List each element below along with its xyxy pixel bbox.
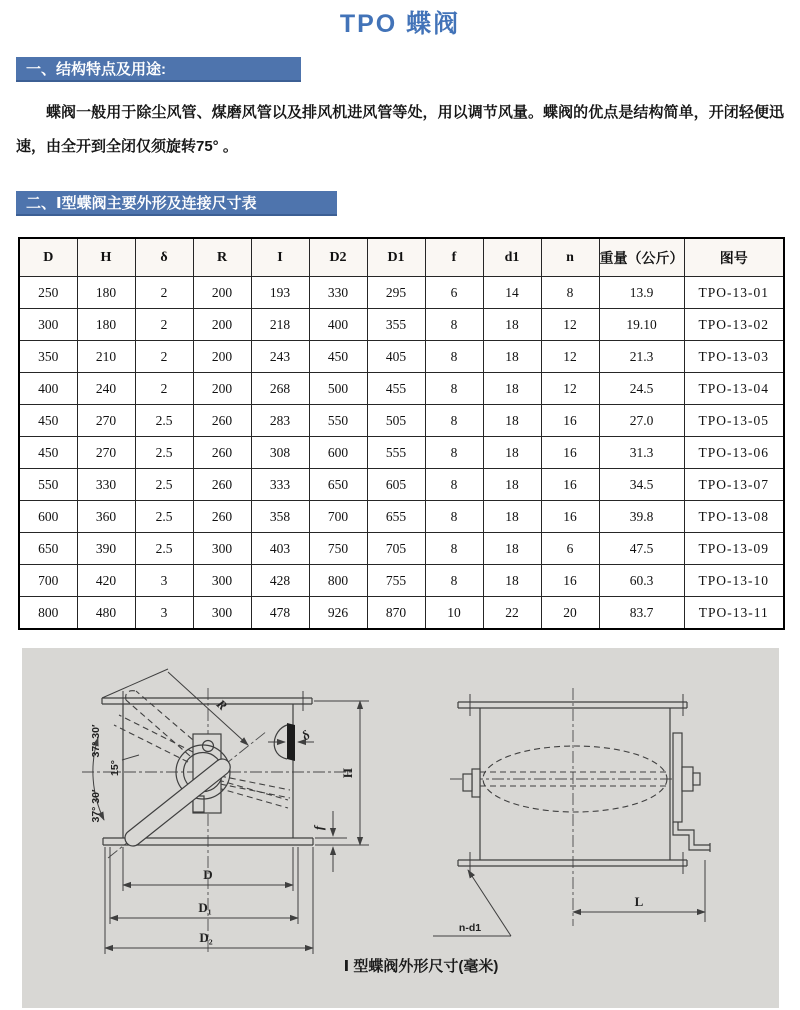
top-flange xyxy=(102,698,312,704)
table-cell: 605 xyxy=(367,469,425,501)
table-cell: 3 xyxy=(135,597,193,630)
table-cell: 450 xyxy=(19,405,77,437)
table-cell: 200 xyxy=(193,373,251,405)
section2-heading-bar xyxy=(16,191,337,216)
side-body xyxy=(480,708,670,860)
table-cell: 8 xyxy=(425,309,483,341)
swing-boundary-line xyxy=(102,669,168,698)
table-cell: 18 xyxy=(483,373,541,405)
column-header: f xyxy=(425,238,483,277)
left-shaft-bearing xyxy=(472,769,480,797)
table-cell: 200 xyxy=(193,341,251,373)
table-cell: 250 xyxy=(19,277,77,309)
table-cell: 705 xyxy=(367,533,425,565)
table-cell: 83.7 xyxy=(599,597,684,630)
table-cell: 455 xyxy=(367,373,425,405)
table-cell: 180 xyxy=(77,277,135,309)
table-cell: 2.5 xyxy=(135,405,193,437)
table-cell: 18 xyxy=(483,405,541,437)
table-cell: 270 xyxy=(77,405,135,437)
table-cell: 8 xyxy=(425,405,483,437)
table-cell: 6 xyxy=(541,533,599,565)
table-cell: 300 xyxy=(193,533,251,565)
table-cell: 450 xyxy=(309,341,367,373)
table-cell: 295 xyxy=(367,277,425,309)
table-cell: 8 xyxy=(425,501,483,533)
table-cell: 39.8 xyxy=(599,501,684,533)
table-cell: 400 xyxy=(309,309,367,341)
table-cell: 16 xyxy=(541,501,599,533)
table-cell: 360 xyxy=(77,501,135,533)
table-cell: 926 xyxy=(309,597,367,630)
table-cell: 3 xyxy=(135,565,193,597)
n-d1-label: n-d1 xyxy=(458,922,482,934)
table-cell: 218 xyxy=(251,309,309,341)
table-cell: 270 xyxy=(77,437,135,469)
table-cell: 12 xyxy=(541,309,599,341)
table-cell: 268 xyxy=(251,373,309,405)
table-cell: 60.3 xyxy=(599,565,684,597)
table-cell: TPO-13-08 xyxy=(684,501,784,533)
table-cell: 210 xyxy=(77,341,135,373)
right-shaft-nut xyxy=(693,773,700,785)
crank-handle xyxy=(673,822,710,852)
table-cell: 700 xyxy=(19,565,77,597)
column-header: d1 xyxy=(483,238,541,277)
side-top-bolt-ticks xyxy=(470,694,683,716)
table-cell: 750 xyxy=(309,533,367,565)
left-shaft-nut xyxy=(463,774,472,791)
table-cell: 260 xyxy=(193,405,251,437)
table-row xyxy=(19,501,784,533)
table-cell: 333 xyxy=(251,469,309,501)
table-cell: 2.5 xyxy=(135,469,193,501)
table-cell: 10 xyxy=(425,597,483,630)
table-cell: 550 xyxy=(309,405,367,437)
table-cell: 330 xyxy=(309,277,367,309)
table-cell: 18 xyxy=(483,469,541,501)
table-cell: 2.5 xyxy=(135,533,193,565)
table-cell: 600 xyxy=(19,501,77,533)
angle-tick xyxy=(122,755,139,760)
table-cell: 550 xyxy=(19,469,77,501)
side-top-flange xyxy=(458,702,687,708)
right-bracket-plate xyxy=(673,733,682,822)
table-cell: 260 xyxy=(193,437,251,469)
section1-heading-label: 一、结构特点及用途: xyxy=(26,61,166,78)
table-cell: 8 xyxy=(425,469,483,501)
table-row xyxy=(19,565,784,597)
table-cell: 8 xyxy=(425,437,483,469)
top-flange-bolt-ticks xyxy=(123,691,303,711)
table-cell: 6 xyxy=(425,277,483,309)
table-cell: 650 xyxy=(309,469,367,501)
table-cell: 428 xyxy=(251,565,309,597)
table-cell: 300 xyxy=(19,309,77,341)
table-cell: 283 xyxy=(251,405,309,437)
table-cell: 31.3 xyxy=(599,437,684,469)
table-cell: 500 xyxy=(309,373,367,405)
table-cell: TPO-13-07 xyxy=(684,469,784,501)
table-cell: 2 xyxy=(135,309,193,341)
D2-label: D₂ xyxy=(199,930,213,945)
spec-table-head-row xyxy=(19,238,784,277)
table-row xyxy=(19,469,784,501)
table-row xyxy=(19,277,784,309)
table-cell: 18 xyxy=(483,533,541,565)
table-cell: 8 xyxy=(425,565,483,597)
page-title: TPO 蝶阀 xyxy=(339,10,461,38)
table-cell: 200 xyxy=(193,309,251,341)
table-cell: 480 xyxy=(77,597,135,630)
radius-label: R xyxy=(213,696,231,714)
table-cell: 8 xyxy=(425,373,483,405)
D1-label: D₁ xyxy=(198,900,212,915)
table-cell: 355 xyxy=(367,309,425,341)
side-view xyxy=(433,688,710,936)
table-cell: 650 xyxy=(19,533,77,565)
table-cell: 655 xyxy=(367,501,425,533)
technical-drawing xyxy=(22,648,779,1008)
table-cell: 420 xyxy=(77,565,135,597)
table-cell: 243 xyxy=(251,341,309,373)
table-cell: 308 xyxy=(251,437,309,469)
column-header: 图号 xyxy=(684,238,784,277)
table-cell: 20 xyxy=(541,597,599,630)
angle-label-mid: 15° xyxy=(109,760,121,776)
table-cell: 18 xyxy=(483,309,541,341)
table-cell: TPO-13-04 xyxy=(684,373,784,405)
section2-heading-label: 二、Ⅰ型蝶阀主要外形及连接尺寸表 xyxy=(26,195,257,212)
side-bottom-flange xyxy=(458,860,687,866)
table-cell: 12 xyxy=(541,373,599,405)
table-cell: 260 xyxy=(193,469,251,501)
column-header: D xyxy=(19,238,77,277)
column-header: 重量（公斤） xyxy=(599,238,684,277)
table-cell: TPO-13-05 xyxy=(684,405,784,437)
front-view xyxy=(82,669,369,954)
drawing-panel xyxy=(22,648,779,1008)
section1-heading-bar xyxy=(16,57,301,82)
drawing-caption: Ⅰ 型蝶阀外形尺寸(毫米) xyxy=(343,958,499,975)
table-cell: 19.10 xyxy=(599,309,684,341)
table-row xyxy=(19,437,784,469)
column-header: R xyxy=(193,238,251,277)
table-cell: 18 xyxy=(483,565,541,597)
table-cell: 450 xyxy=(19,437,77,469)
table-cell: 300 xyxy=(193,565,251,597)
intro-paragraph: 蝶阀一般用于除尘风管、煤磨风管以及排风机进风管等处，用以调节风量。蝶阀的优点是结构简单，开闭轻便迅速，由全开到全闭仅须旋转75° 。 xyxy=(16,104,784,155)
table-cell: 505 xyxy=(367,405,425,437)
table-cell: 390 xyxy=(77,533,135,565)
table-cell: 403 xyxy=(251,533,309,565)
table-cell: 240 xyxy=(77,373,135,405)
table-cell: 8 xyxy=(541,277,599,309)
table-cell: 13.9 xyxy=(599,277,684,309)
column-header: n xyxy=(541,238,599,277)
table-cell: 2 xyxy=(135,341,193,373)
table-cell: 330 xyxy=(77,469,135,501)
table-cell: 870 xyxy=(367,597,425,630)
table-cell: 21.3 xyxy=(599,341,684,373)
table-row xyxy=(19,597,784,630)
column-header: H xyxy=(77,238,135,277)
table-cell: 2 xyxy=(135,373,193,405)
column-header: I xyxy=(251,238,309,277)
H-label: H xyxy=(340,767,355,779)
table-cell: 405 xyxy=(367,341,425,373)
table-cell: 478 xyxy=(251,597,309,630)
table-cell: 555 xyxy=(367,437,425,469)
table-cell: TPO-13-02 xyxy=(684,309,784,341)
table-row xyxy=(19,309,784,341)
handle-position-dashed-right1 xyxy=(220,776,290,798)
table-cell: 14 xyxy=(483,277,541,309)
table-cell: 16 xyxy=(541,565,599,597)
spec-table-body xyxy=(19,277,784,630)
table-cell: 755 xyxy=(367,565,425,597)
table-cell: 18 xyxy=(483,501,541,533)
table-cell: 12 xyxy=(541,341,599,373)
table-cell: TPO-13-01 xyxy=(684,277,784,309)
delta-label: δ xyxy=(298,727,313,744)
table-cell: 47.5 xyxy=(599,533,684,565)
D-label: D xyxy=(203,867,213,882)
table-row xyxy=(19,533,784,565)
table-cell: 16 xyxy=(541,437,599,469)
dimension-table xyxy=(18,237,785,630)
table-cell: TPO-13-09 xyxy=(684,533,784,565)
table-cell: 358 xyxy=(251,501,309,533)
table-cell: TPO-13-10 xyxy=(684,565,784,597)
column-header: δ xyxy=(135,238,193,277)
table-row xyxy=(19,373,784,405)
table-cell: 2.5 xyxy=(135,437,193,469)
f-label: f xyxy=(311,825,326,831)
table-cell: 24.5 xyxy=(599,373,684,405)
handle-position-dashed-right2 xyxy=(218,780,288,808)
table-cell: 800 xyxy=(309,565,367,597)
table-cell: 22 xyxy=(483,597,541,630)
table-cell: 800 xyxy=(19,597,77,630)
table-row xyxy=(19,405,784,437)
table-cell: 400 xyxy=(19,373,77,405)
angle-label-bottom: 37° 30′ xyxy=(90,789,102,823)
table-cell: 16 xyxy=(541,405,599,437)
right-shaft-end xyxy=(682,767,693,791)
table-cell: 18 xyxy=(483,341,541,373)
angle-label-top: 37° 30′ xyxy=(90,724,102,758)
table-cell: 260 xyxy=(193,501,251,533)
table-cell: 700 xyxy=(309,501,367,533)
table-cell: 2 xyxy=(135,277,193,309)
disc-thickness-wedge xyxy=(287,723,295,761)
handle-position-dashed-mid xyxy=(114,715,193,762)
table-cell: 34.5 xyxy=(599,469,684,501)
table-cell: TPO-13-03 xyxy=(684,341,784,373)
column-header: D1 xyxy=(367,238,425,277)
table-cell: 27.0 xyxy=(599,405,684,437)
table-cell: 16 xyxy=(541,469,599,501)
table-cell: TPO-13-06 xyxy=(684,437,784,469)
table-row xyxy=(19,341,784,373)
table-cell: 300 xyxy=(193,597,251,630)
table-cell: 180 xyxy=(77,309,135,341)
column-header: D2 xyxy=(309,238,367,277)
table-cell: 350 xyxy=(19,341,77,373)
table-cell: 8 xyxy=(425,533,483,565)
table-cell: 2.5 xyxy=(135,501,193,533)
table-cell: 200 xyxy=(193,277,251,309)
L-label: L xyxy=(634,894,644,909)
side-bottom-bolt-ticks xyxy=(470,852,683,874)
table-cell: 600 xyxy=(309,437,367,469)
table-cell: TPO-13-11 xyxy=(684,597,784,630)
table-cell: 18 xyxy=(483,437,541,469)
table-cell: 193 xyxy=(251,277,309,309)
table-cell: 8 xyxy=(425,341,483,373)
